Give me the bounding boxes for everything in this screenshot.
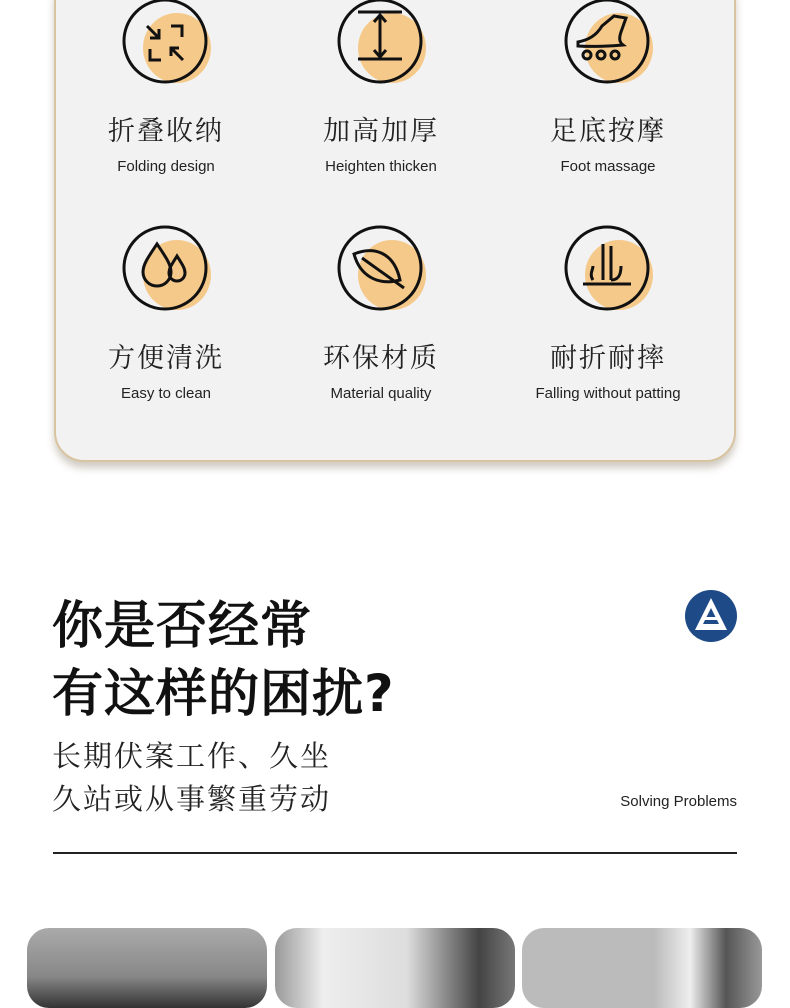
feature-subtitle: Folding design — [117, 158, 215, 175]
feature-title: 环保材质 — [323, 343, 439, 374]
water-drops-icon — [121, 224, 211, 314]
feature-foot-massage — [493, 0, 723, 175]
problems-sub-line2: 久站或从事繁重劳动 — [52, 782, 332, 816]
problem-photo-2 — [275, 928, 515, 1008]
feature-title: 加高加厚 — [323, 116, 439, 147]
feature-durable — [493, 224, 723, 402]
feature-folding — [51, 0, 281, 175]
feature-material — [266, 224, 496, 402]
problems-sub-line1: 长期伏案工作、久坐 — [52, 739, 332, 773]
divider — [53, 852, 737, 854]
feature-height — [266, 0, 496, 175]
problems-heading-line1: 你是否经常 — [52, 597, 313, 656]
feature-subtitle: Heighten thicken — [325, 158, 437, 175]
problem-photo-3 — [522, 928, 762, 1008]
feature-title: 耐折耐摔 — [550, 343, 666, 374]
feature-title: 折叠收纳 — [108, 116, 224, 147]
flexible-material-icon — [563, 224, 653, 314]
feature-subtitle: Material quality — [330, 385, 432, 402]
feature-easy-clean — [51, 224, 281, 402]
feature-subtitle: Falling without patting — [535, 385, 681, 402]
feature-title: 方便清洗 — [108, 343, 224, 374]
brand-logo-icon — [685, 590, 737, 642]
feature-title: 足底按摩 — [550, 116, 666, 147]
height-arrow-icon — [336, 0, 426, 87]
shrink-arrows-icon — [121, 0, 211, 87]
problems-heading-line2: 有这样的困扰? — [52, 665, 395, 724]
feature-subtitle: Foot massage — [560, 158, 656, 175]
feature-subtitle: Easy to clean — [120, 385, 212, 402]
problem-photo-1 — [27, 928, 267, 1008]
leaf-icon — [336, 224, 426, 314]
solving-problems-label: Solving Problems — [620, 793, 737, 810]
foot-roller-icon — [563, 0, 653, 87]
